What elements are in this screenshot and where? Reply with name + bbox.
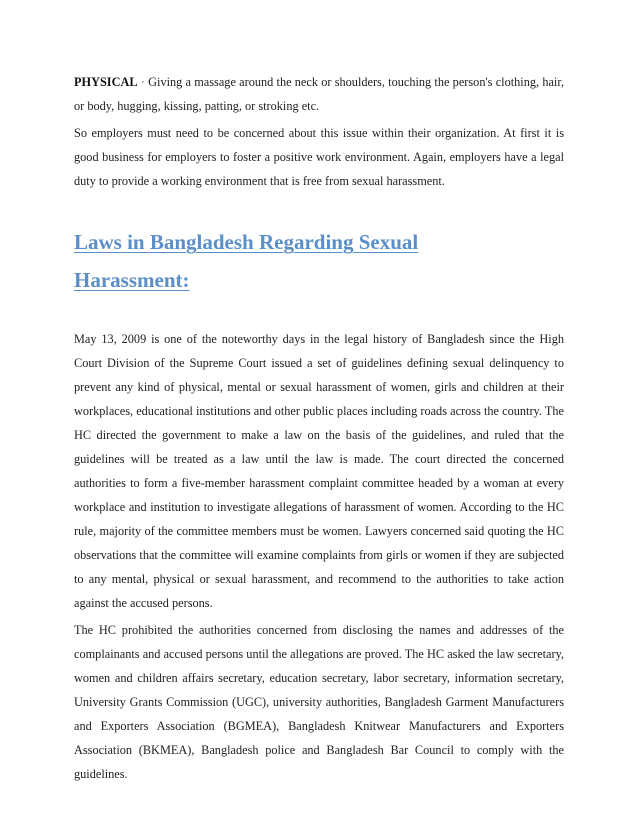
physical-text: Giving a massage around the neck or shoulders, touching the person's clothing, hair, or body, hugging, kissing, patting, or stroking etc. [74,75,565,113]
laws-paragraph-1: May 13, 2009 is one of the noteworthy days in the legal history of Bangladesh since the High Court Division of the Supreme Court issued a set of guidelines defining sexual delinquency to prevent any kind of physical, mental or sexual harassment of women, girls and children at their workplaces, educational institutions and other public places including roads across the country. The HC directed the government to make a law on the basis of the guidelines, and ruled that the guidelines will be treated as a law until the law is made. The court directed the concerned authorities to form a five-member harassment complaint committee headed by a woman at every workplace and institution to investigate allegations of harassment of women. According to the HC rule, majority of the committee members must be women. Lawyers concerned said quoting the HC observations that the committee will examine complaints from girls or women if they are subjected to any mental, physical or sexual harassment, and recommend to the authorities to take action against the accused persons. [74,332,564,610]
section-heading-line-2: Harassment: [74,268,190,292]
section-heading [74,223,564,299]
physical-paragraph [74,70,564,118]
physical-label: PHYSICAL [74,75,138,89]
employers-paragraph: So employers must need to be concerned about this issue within their organization. At first it is good business for employers to foster a positive work environment. Again, employers have a legal duty to provide a working environment that is free from sexual harassment. [74,126,564,188]
laws-paragraph-2: The HC prohibited the authorities concerned from disclosing the names and addresses of the complainants and accused persons until the allegations are proved. The HC asked the law secretary, women and children affairs secretary, education secretary, labor secretary, information secretary, University Grants Commission (UGC), university authorities, Bangladesh Garment Manufacturers and Exporters Association (BGMEA), Bangladesh Knitwear Manufacturers and Exporters Association (BKMEA), Bangladesh police and Bangladesh Bar Council to comply with the guidelines. [74,623,564,781]
section-heading-line-1: Laws in Bangladesh Regarding Sexual [74,230,419,254]
physical-separator: · [140,75,145,89]
document-page [74,70,564,786]
